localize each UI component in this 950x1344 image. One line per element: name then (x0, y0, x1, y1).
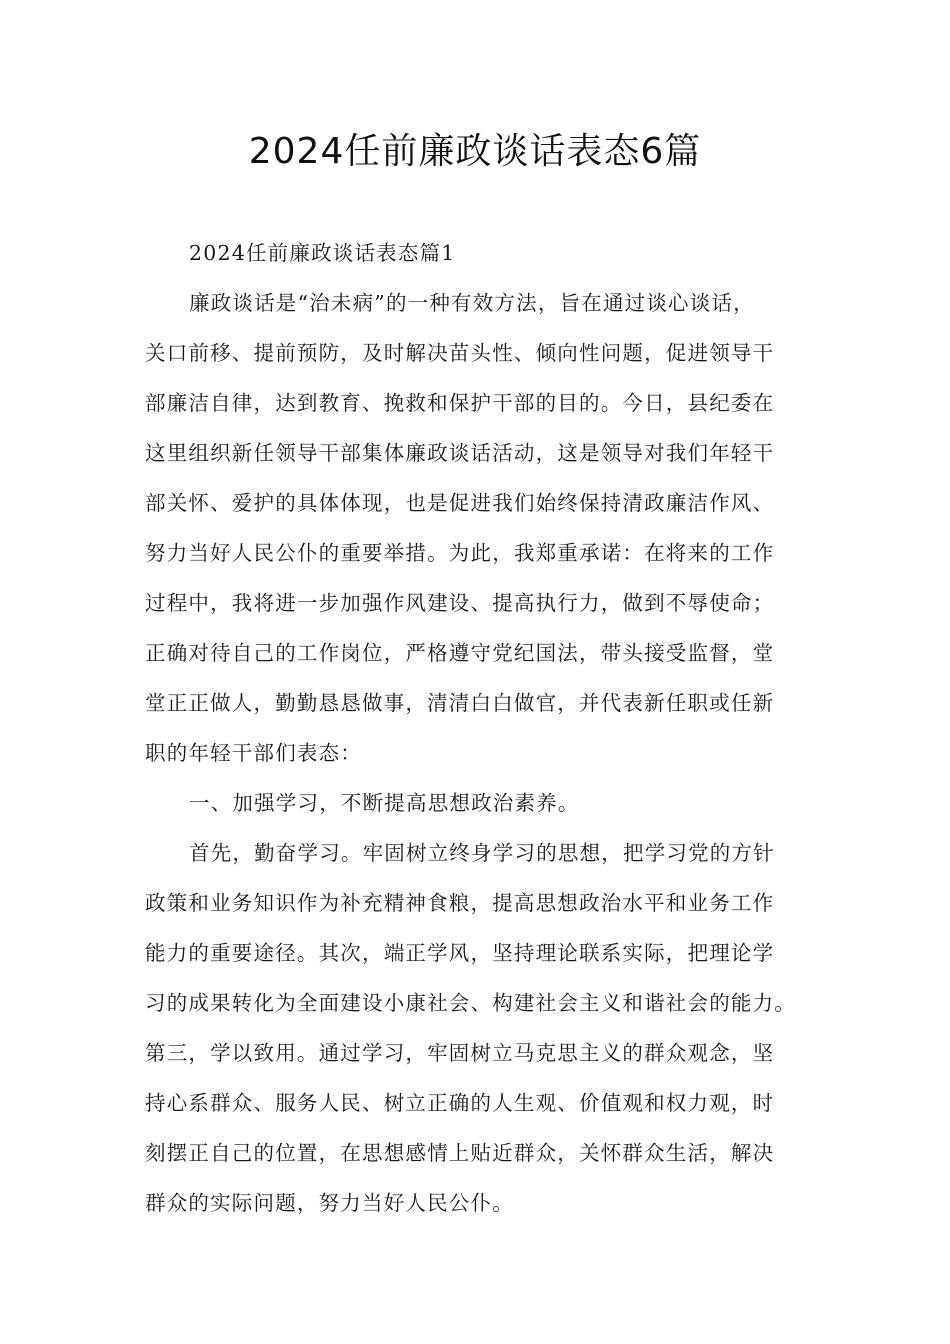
text-line: 首先，勤奋学习。牢固树立终身学习的思想，把学习党的方针 (189, 841, 775, 865)
text-line: 2024任前廉政谈话表态篇1 (189, 241, 456, 265)
text-line: 习的成果转化为全面建设小康社会、构建社会主义和谐社会的能力。 (145, 991, 796, 1015)
text-line: 部廉洁自律，达到教育、挽救和保护干部的目的。今日，县纪委在 (145, 391, 775, 415)
text-line: 第三，学以致用。通过学习，牢固树立马克思主义的群众观念，坚 (145, 1041, 775, 1065)
text-line: 堂正正做人，勤勤恳恳做事，清清白白做官，并代表新任职或任新 (145, 691, 775, 715)
text-line: 政策和业务知识作为补充精神食粮，提高思想政治水平和业务工作 (145, 891, 775, 915)
text-line: 群众的实际问题，努力当好人民公仆。 (145, 1191, 514, 1215)
paragraph-study (145, 828, 817, 1228)
text-line: 过程中，我将进一步加强作风建设、提高执行力，做到不辱使命； (145, 591, 775, 615)
paragraph-section-heading (145, 228, 817, 278)
text-line: 正确对待自己的工作岗位，严格遵守党纪国法，带头接受监督，堂 (145, 641, 775, 665)
text-line: 能力的重要途径。其次，端正学风，坚持理论联系实际，把理论学 (145, 941, 775, 965)
document-title: 2024任前廉政谈话表态6篇 (248, 131, 702, 172)
paragraph-subheading (145, 778, 817, 828)
text-line: 廉政谈话是“治未病”的一种有效方法，旨在通过谈心谈话， (189, 291, 755, 315)
document-body (145, 228, 817, 1228)
text-line: 一、加强学习，不断提高思想政治素养。 (189, 791, 580, 815)
text-line: 努力当好人民公仆的重要举措。为此，我郑重承诺：在将来的工作 (145, 541, 775, 565)
text-line: 职的年轻干部们表态： (145, 741, 362, 765)
text-line: 刻摆正自己的位置，在思想感情上贴近群众，关怀群众生活，解决 (145, 1141, 775, 1165)
text-line: 关口前移、提前预防，及时解决苗头性、倾向性问题，促进领导干 (145, 341, 775, 365)
text-line: 这里组织新任领导干部集体廉政谈话活动，这是领导对我们年轻干 (145, 441, 775, 465)
paragraph-intro (145, 278, 817, 778)
text-line: 持心系群众、服务人民、树立正确的人生观、价值观和权力观，时 (145, 1091, 775, 1115)
text-line: 部关怀、爱护的具体体现，也是促进我们始终保持清政廉洁作风、 (145, 491, 775, 515)
